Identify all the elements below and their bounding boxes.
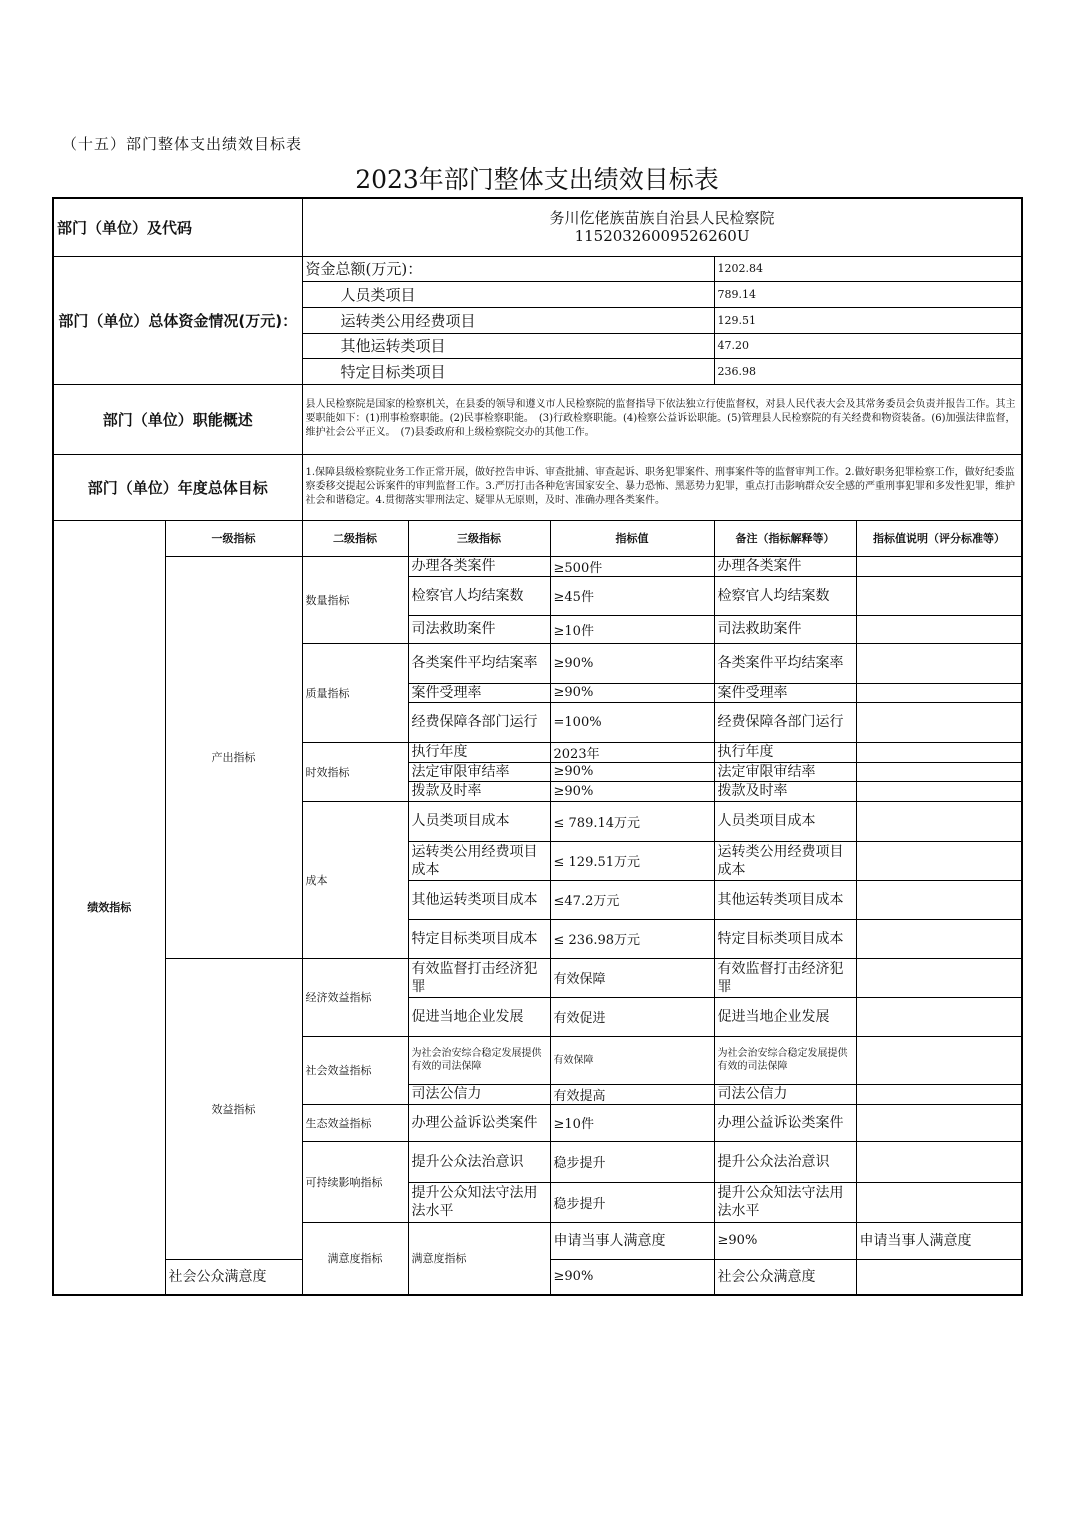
level3-cell: 特定目标类项目成本 (408, 919, 550, 958)
scoring-cell (856, 1182, 1022, 1222)
value-cell: ≥90% (550, 683, 714, 702)
level2-timeliness: 时效指标 (302, 742, 408, 801)
note-cell: 特定目标类项目成本 (714, 919, 856, 958)
scoring-cell (856, 742, 1022, 762)
level2-quantity: 数量指标 (302, 556, 408, 643)
header-level1: 一级指标 (165, 520, 302, 556)
value-cell: 稳步提升 (550, 1182, 714, 1222)
scoring-cell (856, 576, 1022, 615)
scoring-cell (856, 801, 1022, 841)
level1-satisfaction: 满意度指标 (302, 1222, 408, 1295)
scoring-cell (856, 762, 1022, 781)
level2-sustainable: 可持续影响指标 (302, 1141, 408, 1222)
value-cell: ≤47.2万元 (550, 880, 714, 919)
function-text: 县人民检察院是国家的检察机关，在县委的领导和遵义市人民检察院的监督指导下依法独立行使监督权，对县人民代表大会及其常务委员会负责并报告工作。其主要职能如下：(1)刑事检察职能。(2)民事检察职能。 (3)行政检察职能。(4)检察公益诉讼职能。(5)管理县人民检察院的有关经费和物资装备。(6)加强法律监督，维护社会公平正义。 (7)县委政府和上级检察院交办的其他工作。 (302, 384, 1022, 454)
scoring-cell (856, 1084, 1022, 1104)
value-cell: ≤ 236.98万元 (550, 919, 714, 958)
header-scoring: 指标值说明（评分标准等） (856, 520, 1022, 556)
value-cell: ≥90% (550, 1259, 714, 1295)
note-cell: 经费保障各部门运行 (714, 702, 856, 742)
level3-cell: 案件受理率 (408, 683, 550, 702)
value-cell: 有效促进 (550, 997, 714, 1036)
fund-total-label: 资金总额(万元)： (302, 256, 714, 281)
scoring-cell (856, 556, 1022, 576)
note-cell: 其他运转类项目成本 (714, 880, 856, 919)
note-cell: 司法公信力 (714, 1084, 856, 1104)
note-cell: 检察官人均结案数 (714, 576, 856, 615)
value-cell: ≥10件 (550, 1104, 714, 1141)
level3-cell: 拨款及时率 (408, 781, 550, 801)
fund-item-value: 129.51 (714, 307, 1022, 333)
value-cell: ≥45件 (550, 576, 714, 615)
note-cell: 案件受理率 (714, 683, 856, 702)
goal-label: 部门（单位）年度总体目标 (53, 454, 302, 520)
level3-cell: 人员类项目成本 (408, 801, 550, 841)
level3-cell: 社会公众满意度 (165, 1259, 302, 1295)
scoring-cell (856, 702, 1022, 742)
value-cell: ≤ 129.51万元 (550, 841, 714, 880)
fund-item-label: 人员类项目 (302, 281, 714, 307)
value-cell: 有效保障 (550, 1036, 714, 1084)
note-cell: 提升公众法治意识 (714, 1141, 856, 1182)
header-value: 指标值 (550, 520, 714, 556)
page-title: 2023年部门整体支出绩效目标表 (355, 165, 719, 194)
value-cell: 有效保障 (550, 958, 714, 997)
value-cell: ≥10件 (550, 615, 714, 643)
table-row (53, 556, 1022, 576)
level1-output: 产出指标 (165, 556, 302, 958)
goal-row (53, 454, 1022, 520)
level3-cell: 办理各类案件 (408, 556, 550, 576)
value-cell: ≤ 789.14万元 (550, 801, 714, 841)
value-cell: ≥90% (714, 1222, 856, 1259)
scoring-cell (856, 683, 1022, 702)
scoring-cell (856, 1104, 1022, 1141)
level2-ecological: 生态效益指标 (302, 1104, 408, 1141)
header-level2: 二级指标 (302, 520, 408, 556)
unit-code: 11520326009526260U (574, 227, 750, 246)
value-cell: ≥90% (550, 643, 714, 683)
note-cell: 申请当事人满意度 (856, 1222, 1022, 1259)
value-cell: 稳步提升 (550, 1141, 714, 1182)
note-cell: 各类案件平均结案率 (714, 643, 856, 683)
scoring-cell (856, 880, 1022, 919)
note-cell: 人员类项目成本 (714, 801, 856, 841)
note-cell: 运转类公用经费项目成本 (714, 841, 856, 880)
level3-cell: 执行年度 (408, 742, 550, 762)
unit-info (302, 198, 1022, 256)
level3-cell: 司法救助案件 (408, 615, 550, 643)
scoring-cell (856, 781, 1022, 801)
note-cell: 有效监督打击经济犯罪 (714, 958, 856, 997)
unit-row (53, 198, 1022, 256)
note-cell: 社会公众满意度 (714, 1259, 856, 1295)
scoring-cell (856, 615, 1022, 643)
fund-item-label: 运转类公用经费项目 (302, 307, 714, 333)
note-cell: 提升公众知法守法用法水平 (714, 1182, 856, 1222)
header-level3: 三级指标 (408, 520, 550, 556)
level3-cell: 促进当地企业发展 (408, 997, 550, 1036)
fund-total-value: 1202.84 (714, 256, 1022, 281)
unit-label: 部门（单位）及代码 (53, 198, 302, 256)
scoring-cell (856, 1259, 1022, 1295)
level3-cell: 为社会治安综合稳定发展提供有效的司法保障 (408, 1036, 550, 1084)
performance-table (52, 197, 1023, 1296)
unit-name: 务川仡佬族苗族自治县人民检察院 (549, 209, 775, 228)
scoring-cell (856, 958, 1022, 997)
note-cell: 法定审限审结率 (714, 762, 856, 781)
note-cell: 为社会治安综合稳定发展提供有效的司法保障 (714, 1036, 856, 1084)
level3-cell: 各类案件平均结案率 (408, 643, 550, 683)
note-cell: 办理公益诉讼类案件 (714, 1104, 856, 1141)
table-row (53, 958, 1022, 997)
scoring-cell (856, 643, 1022, 683)
scoring-cell (856, 841, 1022, 880)
value-cell: 2023年 (550, 742, 714, 762)
goal-text: 1.保障县级检察院业务工作正常开展，做好控告申诉、审查批捕、审查起诉、职务犯罪案件、刑事案件等的监督审判工作。2.做好职务犯罪检察工作，做好纪委监察委移交提起公诉案件的审判监督工作。3.严厉打击各种危害国家安全、暴力恐怖、黑恶势力犯罪，重点打击影响群众安全感的严重刑事犯罪和多发性犯罪，维护社会和谐稳定。4.贯彻落实罪刑法定、疑罪从无原则，及时、准确办理各类案件。 (302, 454, 1022, 520)
fund-item-value: 236.98 (714, 358, 1022, 384)
fund-item-value: 47.20 (714, 333, 1022, 358)
table-caption: （十五）部门整体支出绩效目标表 (62, 135, 303, 153)
value-cell: ≥500件 (550, 556, 714, 576)
value-cell: ≥90% (550, 781, 714, 801)
level2-economic: 经济效益指标 (302, 958, 408, 1036)
scoring-cell (856, 1036, 1022, 1084)
note-cell: 办理各类案件 (714, 556, 856, 576)
fund-item-label: 其他运转类项目 (302, 333, 714, 358)
fund-item-label: 特定目标类项目 (302, 358, 714, 384)
level3-cell: 法定审限审结率 (408, 762, 550, 781)
level3-cell: 办理公益诉讼类案件 (408, 1104, 550, 1141)
level3-cell: 申请当事人满意度 (550, 1222, 714, 1259)
value-cell: =100% (550, 702, 714, 742)
note-cell: 促进当地企业发展 (714, 997, 856, 1036)
note-cell: 司法救助案件 (714, 615, 856, 643)
header-note: 备注（指标解释等） (714, 520, 856, 556)
fund-row (53, 256, 1022, 281)
level2-cost: 成本 (302, 801, 408, 958)
scoring-cell (856, 919, 1022, 958)
level3-cell: 提升公众知法守法用法水平 (408, 1182, 550, 1222)
value-cell: 有效提高 (550, 1084, 714, 1104)
level2-quality: 质量指标 (302, 643, 408, 742)
indicators-label: 绩效指标 (53, 520, 165, 1295)
level3-cell: 运转类公用经费项目成本 (408, 841, 550, 880)
level3-cell: 提升公众法治意识 (408, 1141, 550, 1182)
level3-cell: 其他运转类项目成本 (408, 880, 550, 919)
funds-label: 部门（单位）总体资金情况(万元)： (53, 256, 302, 384)
scoring-cell (856, 1141, 1022, 1182)
level2-social: 社会效益指标 (302, 1036, 408, 1104)
level3-cell: 检察官人均结案数 (408, 576, 550, 615)
scoring-cell (856, 997, 1022, 1036)
level1-benefit: 效益指标 (165, 958, 302, 1259)
indicator-header-row (53, 520, 1022, 556)
level3-cell: 有效监督打击经济犯罪 (408, 958, 550, 997)
level3-cell: 司法公信力 (408, 1084, 550, 1104)
note-cell: 执行年度 (714, 742, 856, 762)
level2-satisfaction: 满意度指标 (408, 1222, 550, 1295)
function-row (53, 384, 1022, 454)
level3-cell: 经费保障各部门运行 (408, 702, 550, 742)
function-label: 部门（单位）职能概述 (53, 384, 302, 454)
note-cell: 拨款及时率 (714, 781, 856, 801)
fund-item-value: 789.14 (714, 281, 1022, 307)
value-cell: ≥90% (550, 762, 714, 781)
